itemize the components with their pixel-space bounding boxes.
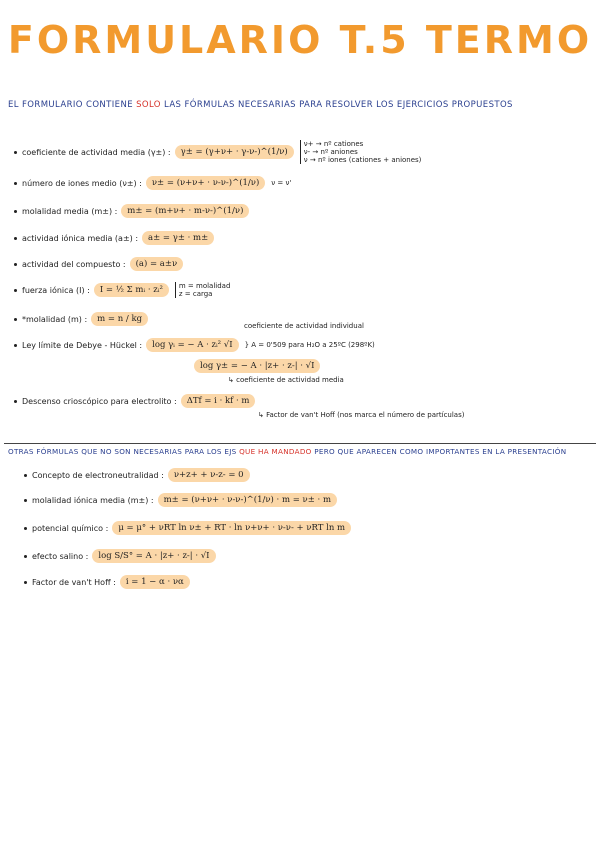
intro-solo: SOLO <box>136 100 161 110</box>
formula-highlight: a± = γ± · m± <box>142 231 214 245</box>
bullet-icon <box>14 400 17 403</box>
note: z = carga <box>178 290 213 298</box>
formula-highlight: (a) = a±ν <box>130 257 184 271</box>
formula-highlight: m± = (m+ν+ · m-ν-)^(1/ν) <box>121 204 249 218</box>
bullet-icon <box>24 581 27 584</box>
formula-label: molalidad iónica media (m±) : <box>32 495 154 505</box>
annotation-media: ↳ coeficiente de actividad media <box>228 376 344 384</box>
formula2-row-electroneutralidad <box>24 468 250 482</box>
formula-highlight: γ± = (γ+ν+ · γ-ν-)^(1/ν) <box>175 145 294 159</box>
formula-highlight: i = 1 − α · να <box>120 575 190 589</box>
formula-side-note: ν = ν' <box>271 179 292 187</box>
formula-label: molalidad media (m±) : <box>22 206 118 216</box>
formula-label: Ley límite de Debye - Hückel : <box>22 340 143 350</box>
bullet-icon <box>14 344 17 347</box>
formula-label: actividad del compuesto : <box>22 259 126 269</box>
section2-heading <box>8 447 566 456</box>
formula-label: fuerza iónica (I) : <box>22 285 90 295</box>
formula-label: Factor de van't Hoff : <box>32 577 116 587</box>
formula-highlight: m = n / kg <box>91 312 148 326</box>
bullet-icon <box>14 210 17 213</box>
section2-rest: PERO QUE APARECEN COMO IMPORTANTES EN LA PRESENTACIÓN <box>314 447 567 456</box>
note: ν → nº iones (cationes + aniones) <box>303 156 422 164</box>
note: ν+ → nº cationes <box>303 140 364 148</box>
formula-label: Concepto de electroneutralidad : <box>32 470 164 480</box>
intro-after: LAS FÓRMULAS NECESARIAS PARA RESOLVER LOS EJERCICIOS PROPUESTOS <box>164 100 513 110</box>
bullet-icon <box>14 263 17 266</box>
formula2-row-vant-hoff <box>24 575 190 589</box>
formula-highlight: log γᵢ = − A · zᵢ² √I <box>146 338 238 352</box>
note: ν- → nº aniones <box>303 148 358 156</box>
formula-highlight: ν± = (ν+ν+ · ν-ν-)^(1/ν) <box>146 176 265 190</box>
formula-row-descenso-crioscopico <box>14 394 255 408</box>
formula-row-debye-huckel-media <box>194 359 320 373</box>
section2-red: QUE HA MANDADO <box>239 447 312 456</box>
formula-row-molalidad <box>14 312 148 326</box>
section-divider <box>4 443 596 444</box>
section2-text: OTRAS FÓRMULAS QUE NO SON NECESARIAS PARA LOS EJS <box>8 447 237 456</box>
intro-before: EL FORMULARIO CONTIENE <box>8 100 133 110</box>
bullet-icon <box>14 289 17 292</box>
formula-label: potencial químico : <box>32 523 109 533</box>
annotation-individual: coeficiente de actividad individual <box>244 322 364 330</box>
formula-row-actividad-compuesto <box>14 257 183 271</box>
formula-row-fuerza-ionica <box>14 282 230 298</box>
annotation-vant-hoff: ↳ Factor de van't Hoff (nos marca el número de partículas) <box>258 411 465 419</box>
note: m = molalidad <box>178 282 231 290</box>
formula-row-num-iones <box>14 176 291 190</box>
formula2-row-efecto-salino <box>24 549 216 563</box>
formula-highlight: I = ½ Σ mᵢ · zᵢ² <box>94 283 169 297</box>
formula-highlight: μ = μ° + νRT ln ν± + RT · ln ν+ν+ · ν-ν- + νRT ln m <box>112 521 351 535</box>
bullet-icon <box>24 527 27 530</box>
bullet-icon <box>14 318 17 321</box>
page-title: FORMULARIO T.5 TERMO <box>7 18 593 62</box>
formula-row-actividad-ionica <box>14 231 214 245</box>
formula-highlight: m± = (ν+ν+ · ν-ν-)^(1/ν) · m = ν± · m <box>158 493 337 507</box>
bullet-icon <box>24 499 27 502</box>
bullet-icon <box>14 151 17 154</box>
formula-notes <box>175 282 231 298</box>
bullet-icon <box>24 474 27 477</box>
formula-label: actividad iónica media (a±) : <box>22 233 139 243</box>
formula-notes <box>300 140 422 164</box>
formula-row-debye-huckel <box>14 338 375 352</box>
formula-side-note: } A = 0'509 para H₂O a 25ºC (298ºK) <box>244 341 375 349</box>
formula-label: coeficiente de actividad media (γ±) : <box>22 147 171 157</box>
formula-row-molalidad-media <box>14 204 249 218</box>
bullet-icon <box>14 182 17 185</box>
formula-highlight: log γ± = − A · |z+ · z-| · √I <box>194 359 320 373</box>
formula-highlight: ΔTf = i · kf · m <box>181 394 256 408</box>
formula-label: *molalidad (m) : <box>22 314 88 324</box>
formula-label: efecto salino : <box>32 551 89 561</box>
formula-label: Descenso crioscópico para electrolito : <box>22 396 177 406</box>
formula-highlight: log S/S° = A · |z+ · z-| · √I <box>92 549 215 563</box>
formula-row-coef-media <box>14 140 421 164</box>
formula-label: número de iones medio (ν±) : <box>22 178 142 188</box>
formula2-row-molalidad-ionica <box>24 493 337 507</box>
intro-line <box>8 100 513 110</box>
bullet-icon <box>24 555 27 558</box>
formula2-row-potencial-quimico <box>24 521 351 535</box>
bullet-icon <box>14 237 17 240</box>
formula-highlight: ν+z+ + ν-z- = 0 <box>168 468 250 482</box>
